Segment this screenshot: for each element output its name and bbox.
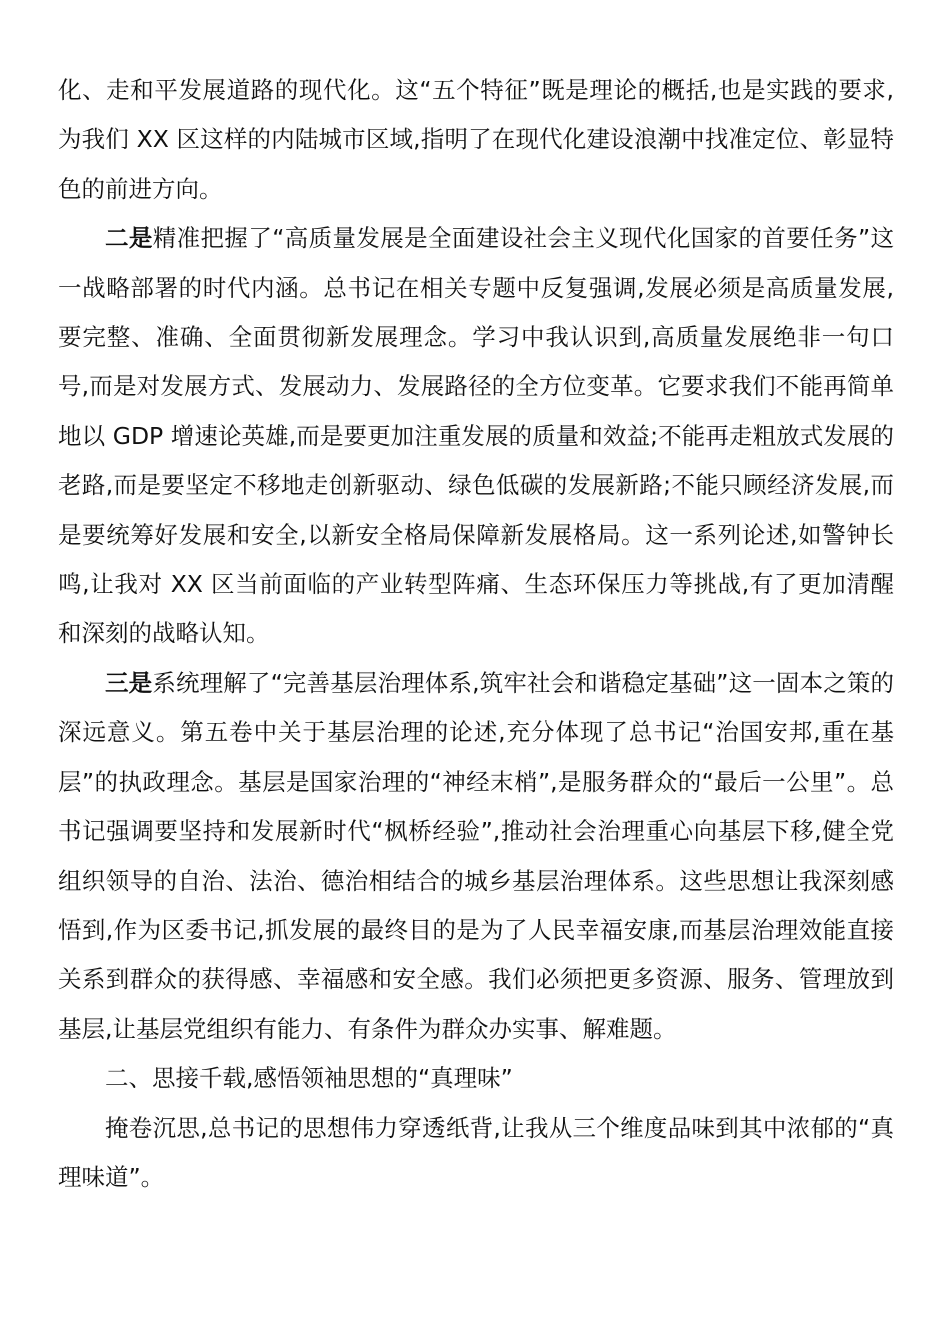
paragraph-point-two bbox=[58, 214, 894, 659]
paragraph-lead: 二是 bbox=[105, 224, 153, 253]
paragraph-reflection bbox=[58, 1104, 894, 1203]
paragraph-text: 精准把握了“高质量发展是全面建设社会主义现代化国家的首要任务”这一战略部署的时代内涵。总书记在相关专题中反复强调,发展必须是高质量发展,要完整、准确、全面贯彻新发展理念。学习中我认识到,高质量发展绝非一句口号,而是对发展方式、发展动力、发展路径的全方位变革。它要求我们不能再简单地以 GDP 增速论英雄,而是要更加注重发展的质量和效益;不能再走粗放式发展的老路,而是要坚定不移地走创新驱动、绿色低碳的发展新路;不能只顾经济发展,而是要统筹好发展和安全,以新安全格局保障新发展格局。这一系列论述,如警钟长鸣,让我对 XX 区当前面临的产业转型阵痛、生态环保压力等挑战,有了更加清醒和深刻的战略认知。 bbox=[58, 224, 895, 648]
paragraph-text: 系统理解了“完善基层治理体系,筑牢社会和谐稳定基础”这一固本之策的深远意义。第五卷中关于基层治理的论述,充分体现了总书记“治国安邦,重在基层”的执政理念。基层是国家治理的“神经末梢”,是服务群众的“最后一公里”。总书记强调要坚持和发展新时代“枫桥经验”,推动社会治理重心向基层下移,健全党组织领导的自治、法治、德治相结合的城乡基层治理体系。这些思想让我深刻感悟到,作为区委书记,抓发展的最终目的是为了人民幸福安康,而基层治理效能直接关系到群众的获得感、幸福感和安全感。我们必须把更多资源、服务、管理放到基层,让基层党组织有能力、有条件为群众办实事、解难题。 bbox=[58, 668, 894, 1043]
paragraph-lead: 三是 bbox=[105, 668, 153, 697]
document-page bbox=[58, 66, 894, 1202]
paragraph-text: 掩卷沉思,总书记的思想伟力穿透纸背,让我从三个维度品味到其中浓郁的“真理味道”。 bbox=[58, 1113, 894, 1191]
paragraph-point-three bbox=[58, 659, 894, 1054]
section-heading-text: 二、思接千载,感悟领袖思想的“真理味” bbox=[105, 1064, 513, 1093]
paragraph-intro-continuation bbox=[58, 66, 894, 214]
paragraph-text: 化、走和平发展道路的现代化。这“五个特征”既是理论的概括,也是实践的要求,为我们 XX 区这样的内陆城市区域,指明了在现代化建设浪潮中找准定位、彰显特色的前进方向。 bbox=[58, 76, 894, 203]
section-heading bbox=[58, 1054, 894, 1103]
